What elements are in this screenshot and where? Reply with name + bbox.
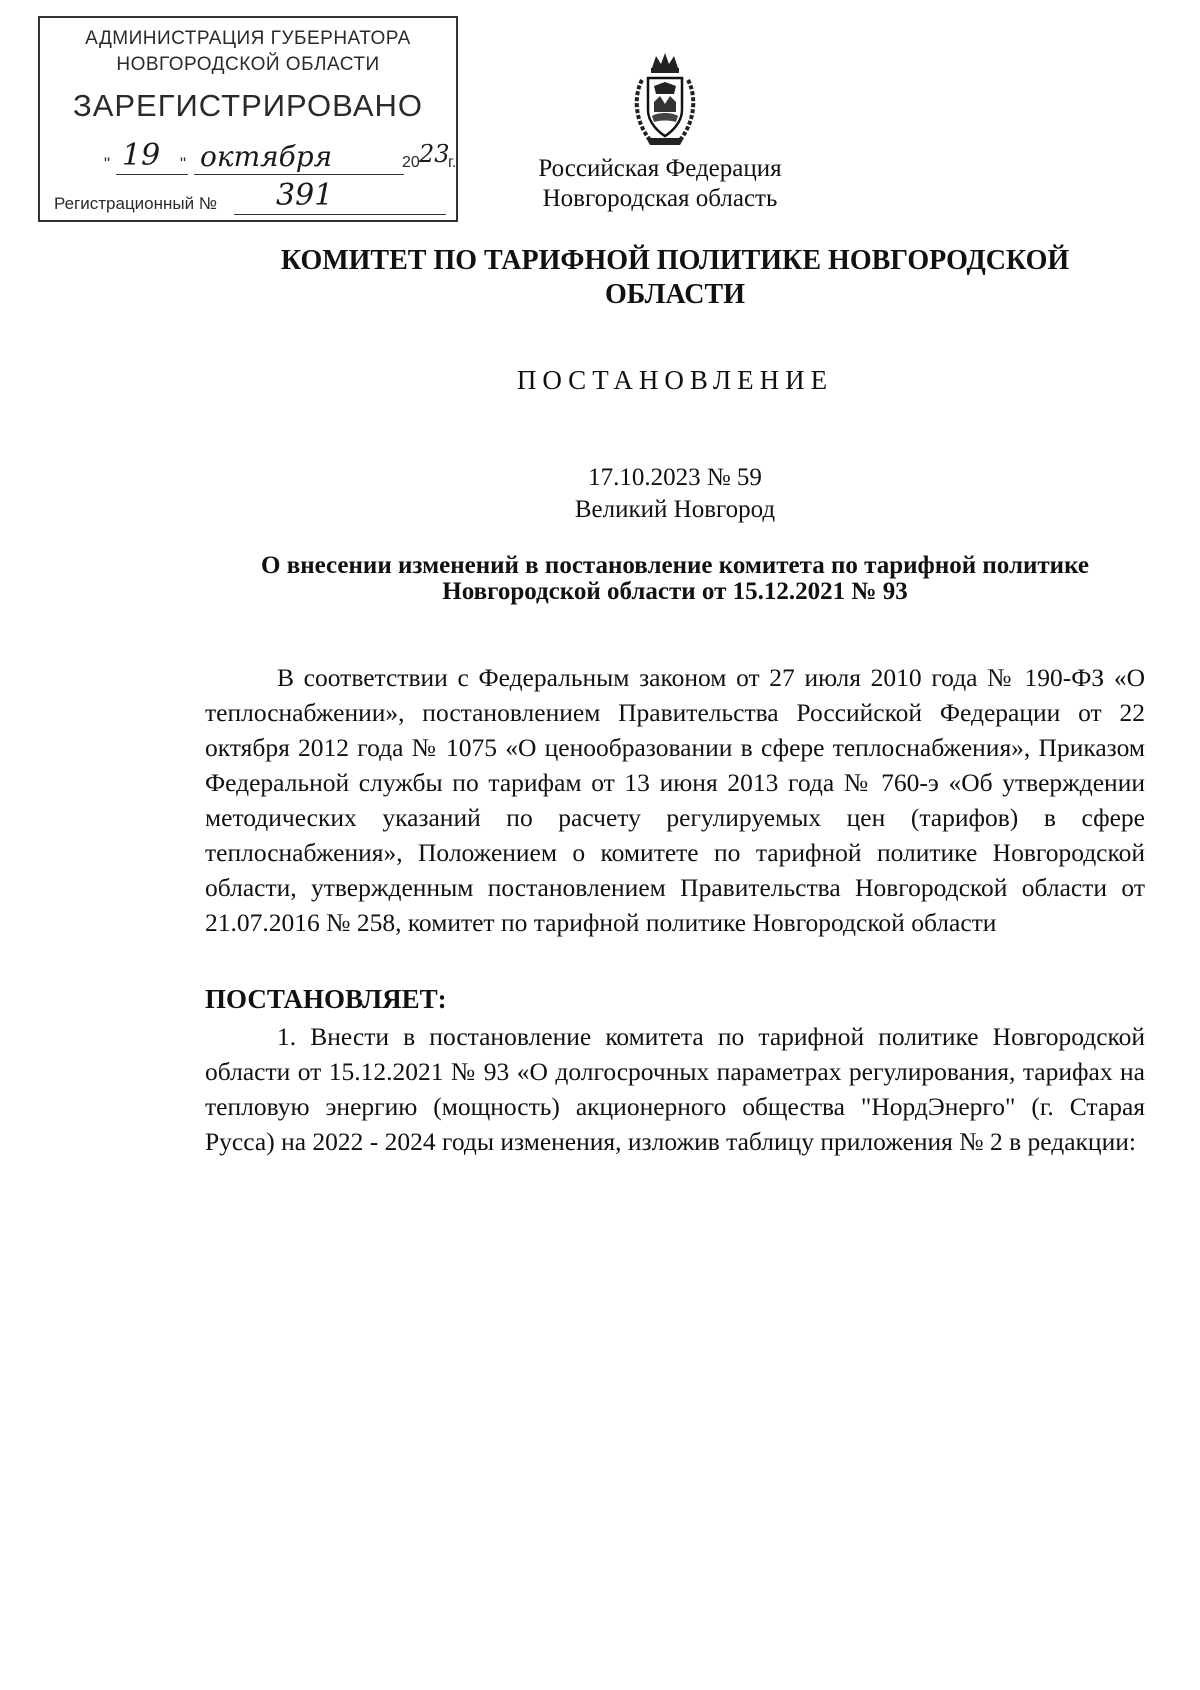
preamble-block bbox=[205, 660, 1145, 940]
decree-item-1: 1. Внести в постановление комитета по тарифной политике Новгородской области от 15.12.2021 № 93 «О долгосрочных параметрах регулирования, тарифах на тепловую энергию (мощность) акционерного общества "НордЭнерго" (г. Старая Русса) на 2022 - 2024 годы изменения, изложив таблицу приложения № 2 в редакции: bbox=[205, 1022, 1145, 1156]
stamp-year-handwritten: 23 bbox=[419, 140, 450, 168]
stamp-registered-word: ЗАРЕГИСТРИРОВАНО bbox=[72, 88, 423, 123]
stamp-month-underline bbox=[194, 174, 404, 175]
stamp-org-line2: НОВГОРОДСКОЙ ОБЛАСТИ bbox=[116, 54, 380, 75]
registration-stamp bbox=[38, 16, 458, 222]
stamp-reg-underline bbox=[234, 214, 446, 215]
stamp-year-end: г. bbox=[448, 154, 457, 171]
stamp-quote-close: " bbox=[180, 154, 187, 173]
emblem-crown-band bbox=[651, 68, 679, 73]
preamble-paragraph: В соответствии с Федеральным законом от 27 июля 2010 года № 190-ФЗ «О теплоснабжении», постановлением Правительства Российской Федерации от 22 октября 2012 года № 1075 «О ценообразовании в сфере теплоснабжения», Приказом Федеральной службы по тарифам от 13 июня 2013 года № 760-э «Об утверждении методических указаний по расчету регулируемых цен (тарифов) в сфере теплоснабжения», Положением о комитете по тарифной политике Новгородской области, утвержденным постановлением Правительства Новгородской области от 21.07.2016 № 258, комитет по тарифной политике Новгородской области bbox=[205, 663, 1145, 937]
stamp-reg-number-handwritten: 391 bbox=[276, 178, 334, 213]
stamp-registration-row bbox=[54, 178, 449, 216]
stamp-year-prefix: 20 bbox=[402, 154, 420, 171]
document-subject bbox=[205, 553, 1145, 605]
novgorod-coat-of-arms-icon bbox=[630, 50, 700, 150]
issuer-block bbox=[500, 154, 820, 214]
emblem-graphic bbox=[630, 50, 700, 150]
decree-item-block bbox=[205, 1019, 1145, 1159]
committee-title-line1: КОМИТЕТ ПО ТАРИФНОЙ ПОЛИТИКЕ НОВГОРОДСКОЙ bbox=[280, 245, 1070, 276]
emblem-crown bbox=[652, 53, 678, 68]
stamp-day-underline bbox=[116, 174, 188, 175]
committee-title-line2: ОБЛАСТИ bbox=[605, 279, 745, 310]
document-date-number: 17.10.2023 № 59 bbox=[588, 464, 762, 491]
document-city: Великий Новгород bbox=[574, 496, 776, 523]
region-name: Новгородская область bbox=[542, 185, 778, 212]
subject-line1: О внесении изменений в постановление комитета по тарифной политике bbox=[261, 552, 1089, 579]
country-name: Российская Федерация bbox=[538, 155, 782, 182]
emblem-ribbon bbox=[646, 138, 684, 145]
decree-word: ПОСТАНОВЛЯЕТ: bbox=[205, 984, 447, 1014]
subject-line2: Новгородской области от 15.12.2021 № 93 bbox=[442, 578, 908, 605]
committee-title bbox=[205, 244, 1145, 312]
stamp-day-handwritten: 19 bbox=[122, 138, 161, 173]
stamp-date-row bbox=[62, 138, 457, 178]
document-meta bbox=[205, 462, 1145, 526]
stamp-reg-label: Регистрационный № bbox=[54, 194, 218, 213]
stamp-month-handwritten: октября bbox=[200, 140, 333, 173]
document-type: ПОСТАНОВЛЕНИЕ bbox=[516, 365, 834, 395]
stamp-quote-open: " bbox=[104, 154, 111, 173]
stamp-org-line1: АДМИНИСТРАЦИЯ ГУБЕРНАТОРА bbox=[85, 28, 411, 49]
